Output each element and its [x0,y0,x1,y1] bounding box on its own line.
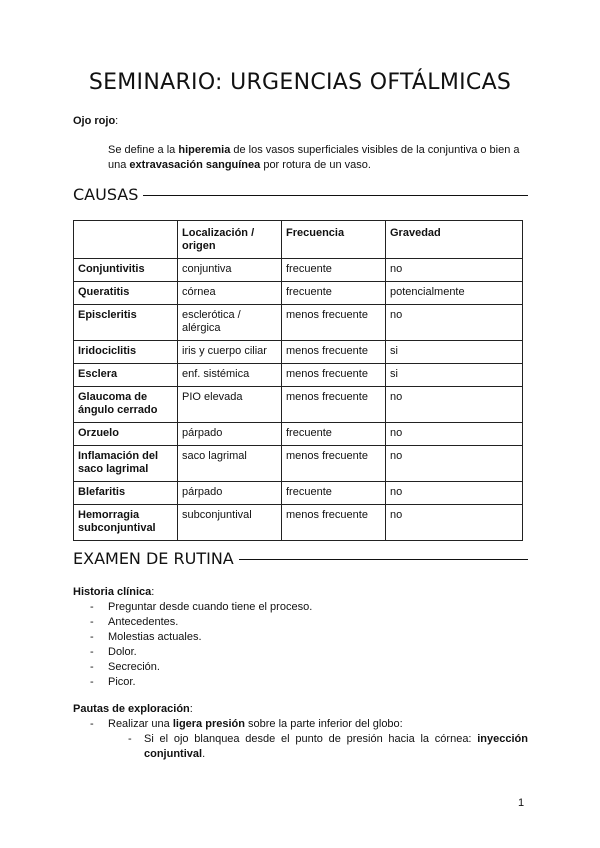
table-cell: párpado [178,482,282,505]
list-item: - Antecedentes. [73,615,312,630]
def-text-1: Se define a la [108,144,179,156]
pautas-colon: : [189,703,193,715]
page-title: SEMINARIO: URGENCIAS OFTÁLMICAS [88,70,512,95]
list-item: - Preguntar desde cuando tiene el proceso. [73,600,312,615]
pautas-sub-end: . [202,748,206,760]
pautas-heading [73,702,528,717]
table-cell: no [386,387,523,423]
table-cell: frecuente [282,259,386,282]
def-text-2: de los vasos superficiales visibles de la conjuntiva o bien a una [108,144,520,171]
table-row [74,364,523,387]
table-cell: menos frecuente [282,364,386,387]
table-cell: no [386,505,523,541]
table-cell-cause: Hemorragia subconjuntival [74,505,178,541]
section-causas [73,183,528,205]
table-cell-cause: Iridociclitis [74,341,178,364]
pautas-sub-text: Si el ojo blanquea desde el punto de presión hacia la córnea: [144,733,478,745]
section-causas-title: CAUSAS [73,184,139,204]
list-item: - Picor. [73,675,312,690]
table-header-cell: Gravedad [386,221,523,259]
table-cell: córnea [178,282,282,305]
table-row [74,259,523,282]
section-examen [73,547,528,569]
table-cell-cause: Episcleritis [74,305,178,341]
table-row [74,423,523,446]
def-bold-hiperemia: hiperemia [178,144,231,156]
def-text-3: por rotura de un vaso. [260,159,371,171]
ojo-rojo-colon: : [115,115,119,127]
table-header-cell [74,221,178,259]
table-row [74,505,523,541]
list-item: - Molestias actuales. [73,630,312,645]
table-cell: potencialmente [386,282,523,305]
table-cell: no [386,305,523,341]
table-row [74,482,523,505]
table-cell: frecuente [282,423,386,446]
historia-heading [73,585,312,600]
table-row [74,305,523,341]
table-cell: si [386,364,523,387]
list-item [73,717,528,732]
def-bold-extravasacion: extravasación sanguínea [129,159,261,171]
table-header-cell: Frecuencia [282,221,386,259]
table-row [74,282,523,305]
table-cell: PIO elevada [178,387,282,423]
table-cell: menos frecuente [282,387,386,423]
pautas-label: Pautas de exploración [73,703,190,715]
table-cell: no [386,259,523,282]
historia-label: Historia clínica [73,586,152,598]
table-cell: menos frecuente [282,446,386,482]
table-cell: conjuntiva [178,259,282,282]
pautas-list [73,717,528,732]
pautas-block [73,702,528,762]
list-item: - Dolor. [73,645,312,660]
pautas-bold: ligera presión [172,718,245,730]
table-cell: párpado [178,423,282,446]
ojo-rojo-definition [108,143,528,173]
page-number: 1 [518,797,525,809]
table-row [74,446,523,482]
historia-list [73,600,312,690]
section-causas-rule [143,195,528,196]
pautas-sub-bold: inyección conjuntival [144,733,528,760]
section-examen-rule [239,559,528,560]
sub-list-item [73,732,528,762]
table-header-row [74,221,523,259]
table-cell-cause: Conjuntivitis [74,259,178,282]
historia-colon: : [151,586,155,598]
section-examen-title: EXAMEN DE RUTINA [73,548,234,568]
pautas-text-1: Realizar una [108,718,173,730]
pautas-text-2: sobre la parte inferior del globo: [244,718,403,730]
pautas-sublist [73,732,528,762]
table-cell: subconjuntival [178,505,282,541]
table-header-cell: Localización / origen [178,221,282,259]
table-cell: no [386,446,523,482]
table-cell: saco lagrimal [178,446,282,482]
table-cell-cause: Inflamación del saco lagrimal [74,446,178,482]
table-cell: frecuente [282,482,386,505]
table-cell: menos frecuente [282,341,386,364]
table-cell: iris y cuerpo ciliar [178,341,282,364]
table-row [74,341,523,364]
historia-block [73,585,312,690]
causes-table [73,220,523,541]
table-cell-cause: Blefaritis [74,482,178,505]
list-item: - Secreción. [73,660,312,675]
table-cell: menos frecuente [282,505,386,541]
table-cell-cause: Glaucoma de ángulo cerrado [74,387,178,423]
table-cell-cause: Queratitis [74,282,178,305]
table-cell-cause: Esclera [74,364,178,387]
table-cell: no [386,482,523,505]
table-cell: esclerótica / alérgica [178,305,282,341]
ojo-rojo-heading [73,114,118,129]
table-cell: frecuente [282,282,386,305]
table-row [74,387,523,423]
table-cell: menos frecuente [282,305,386,341]
table-cell: enf. sistémica [178,364,282,387]
table-cell: si [386,341,523,364]
ojo-rojo-label: Ojo rojo [73,115,116,127]
table-cell-cause: Orzuelo [74,423,178,446]
table-cell: no [386,423,523,446]
